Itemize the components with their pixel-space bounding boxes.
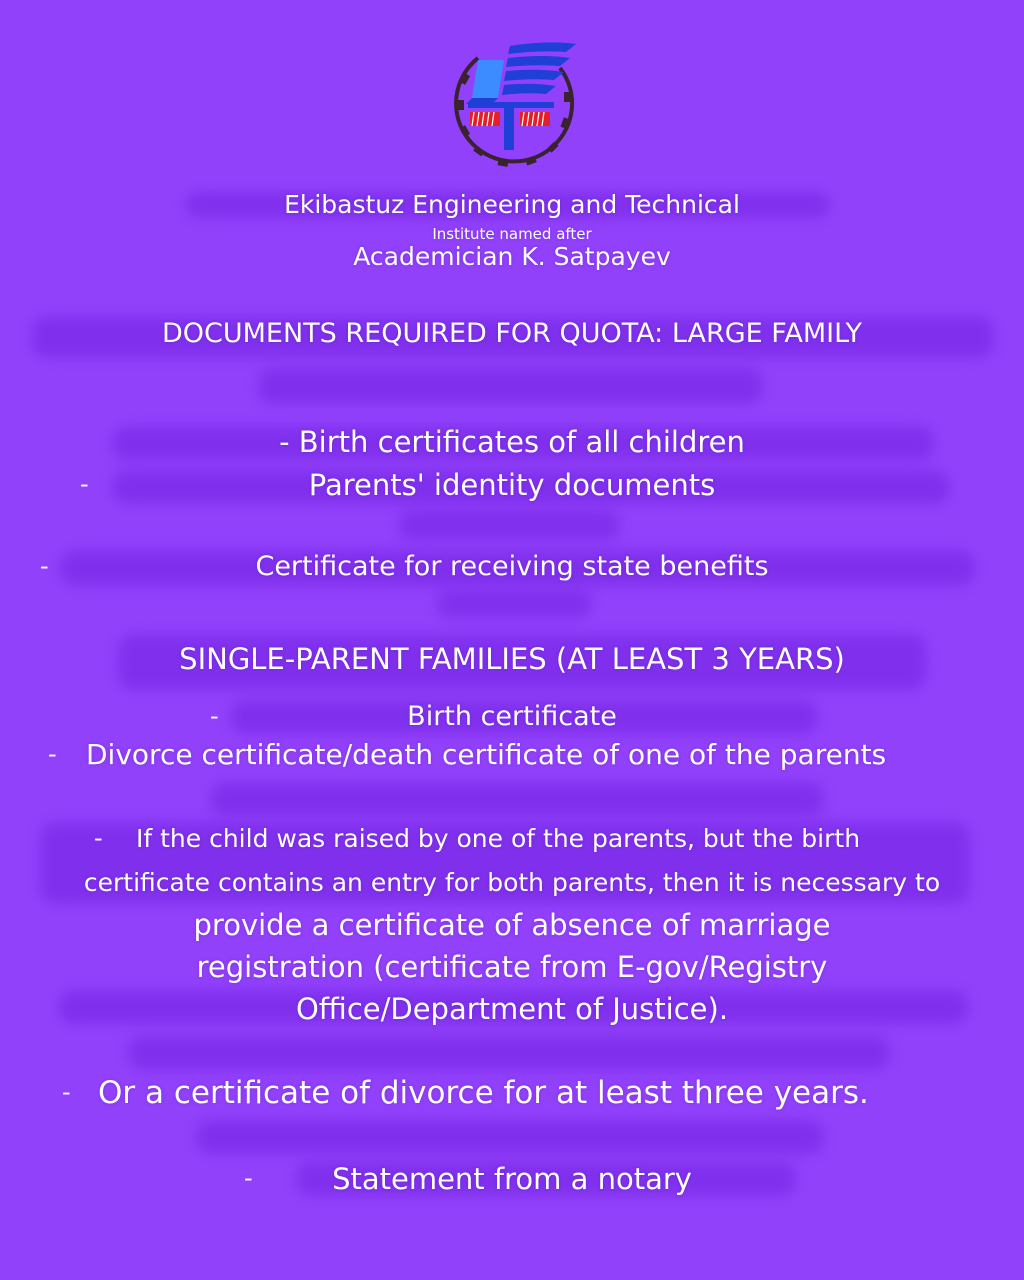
note-line-2: certificate contains an entry for both parents, then it is necessary to <box>83 868 941 897</box>
list-item-state-benefits: Certificate for receiving state benefits <box>255 551 769 582</box>
institute-name-line-1: Ekibastuz Engineering and Technical <box>284 190 740 219</box>
list-item-notary-statement: Statement from a notary <box>332 1162 692 1196</box>
note-line-4: registration (certificate from E-gov/Registry <box>196 950 828 984</box>
list-item-parents-identity: Parents' identity documents <box>308 468 716 502</box>
institute-name-line-3: Academician K. Satpayev <box>353 242 671 271</box>
list-item-birth-certificate: Birth certificate <box>407 701 617 732</box>
bullet-dash: - <box>80 470 89 498</box>
bullet-dash: - <box>48 740 57 768</box>
list-item-divorce-death-certificate: Divorce certificate/death certificate of one of the parents <box>86 738 887 771</box>
blurred-text-bg <box>128 1036 890 1070</box>
bullet-dash: - <box>210 702 219 730</box>
list-item-birth-certificates: - Birth certificates of all children <box>279 425 745 459</box>
blurred-text-bg <box>436 590 592 618</box>
note-line-3: provide a certificate of absence of marriage <box>193 908 831 942</box>
note-line-1: If the child was raised by one of the parents, but the birth <box>136 824 861 853</box>
large-family-heading: DOCUMENTS REQUIRED FOR QUOTA: LARGE FAMILY <box>161 318 863 349</box>
blurred-text-bg <box>258 368 763 404</box>
bullet-dash: - <box>94 824 103 852</box>
institute-logo-icon <box>448 40 580 172</box>
bullet-dash: - <box>62 1078 71 1106</box>
note-line-5: Office/Department of Justice). <box>295 992 729 1026</box>
bullet-dash: - <box>244 1164 253 1192</box>
list-item-divorce-alternative: Or a certificate of divorce for at least three years. <box>98 1075 869 1111</box>
blurred-text-bg <box>398 510 620 540</box>
blurred-text-bg <box>196 1120 824 1154</box>
single-parent-heading: SINGLE-PARENT FAMILIES (AT LEAST 3 YEARS) <box>179 642 845 676</box>
blurred-text-bg <box>210 782 824 816</box>
institute-name-line-2: Institute named after <box>432 225 592 243</box>
bullet-dash: - <box>40 552 49 580</box>
